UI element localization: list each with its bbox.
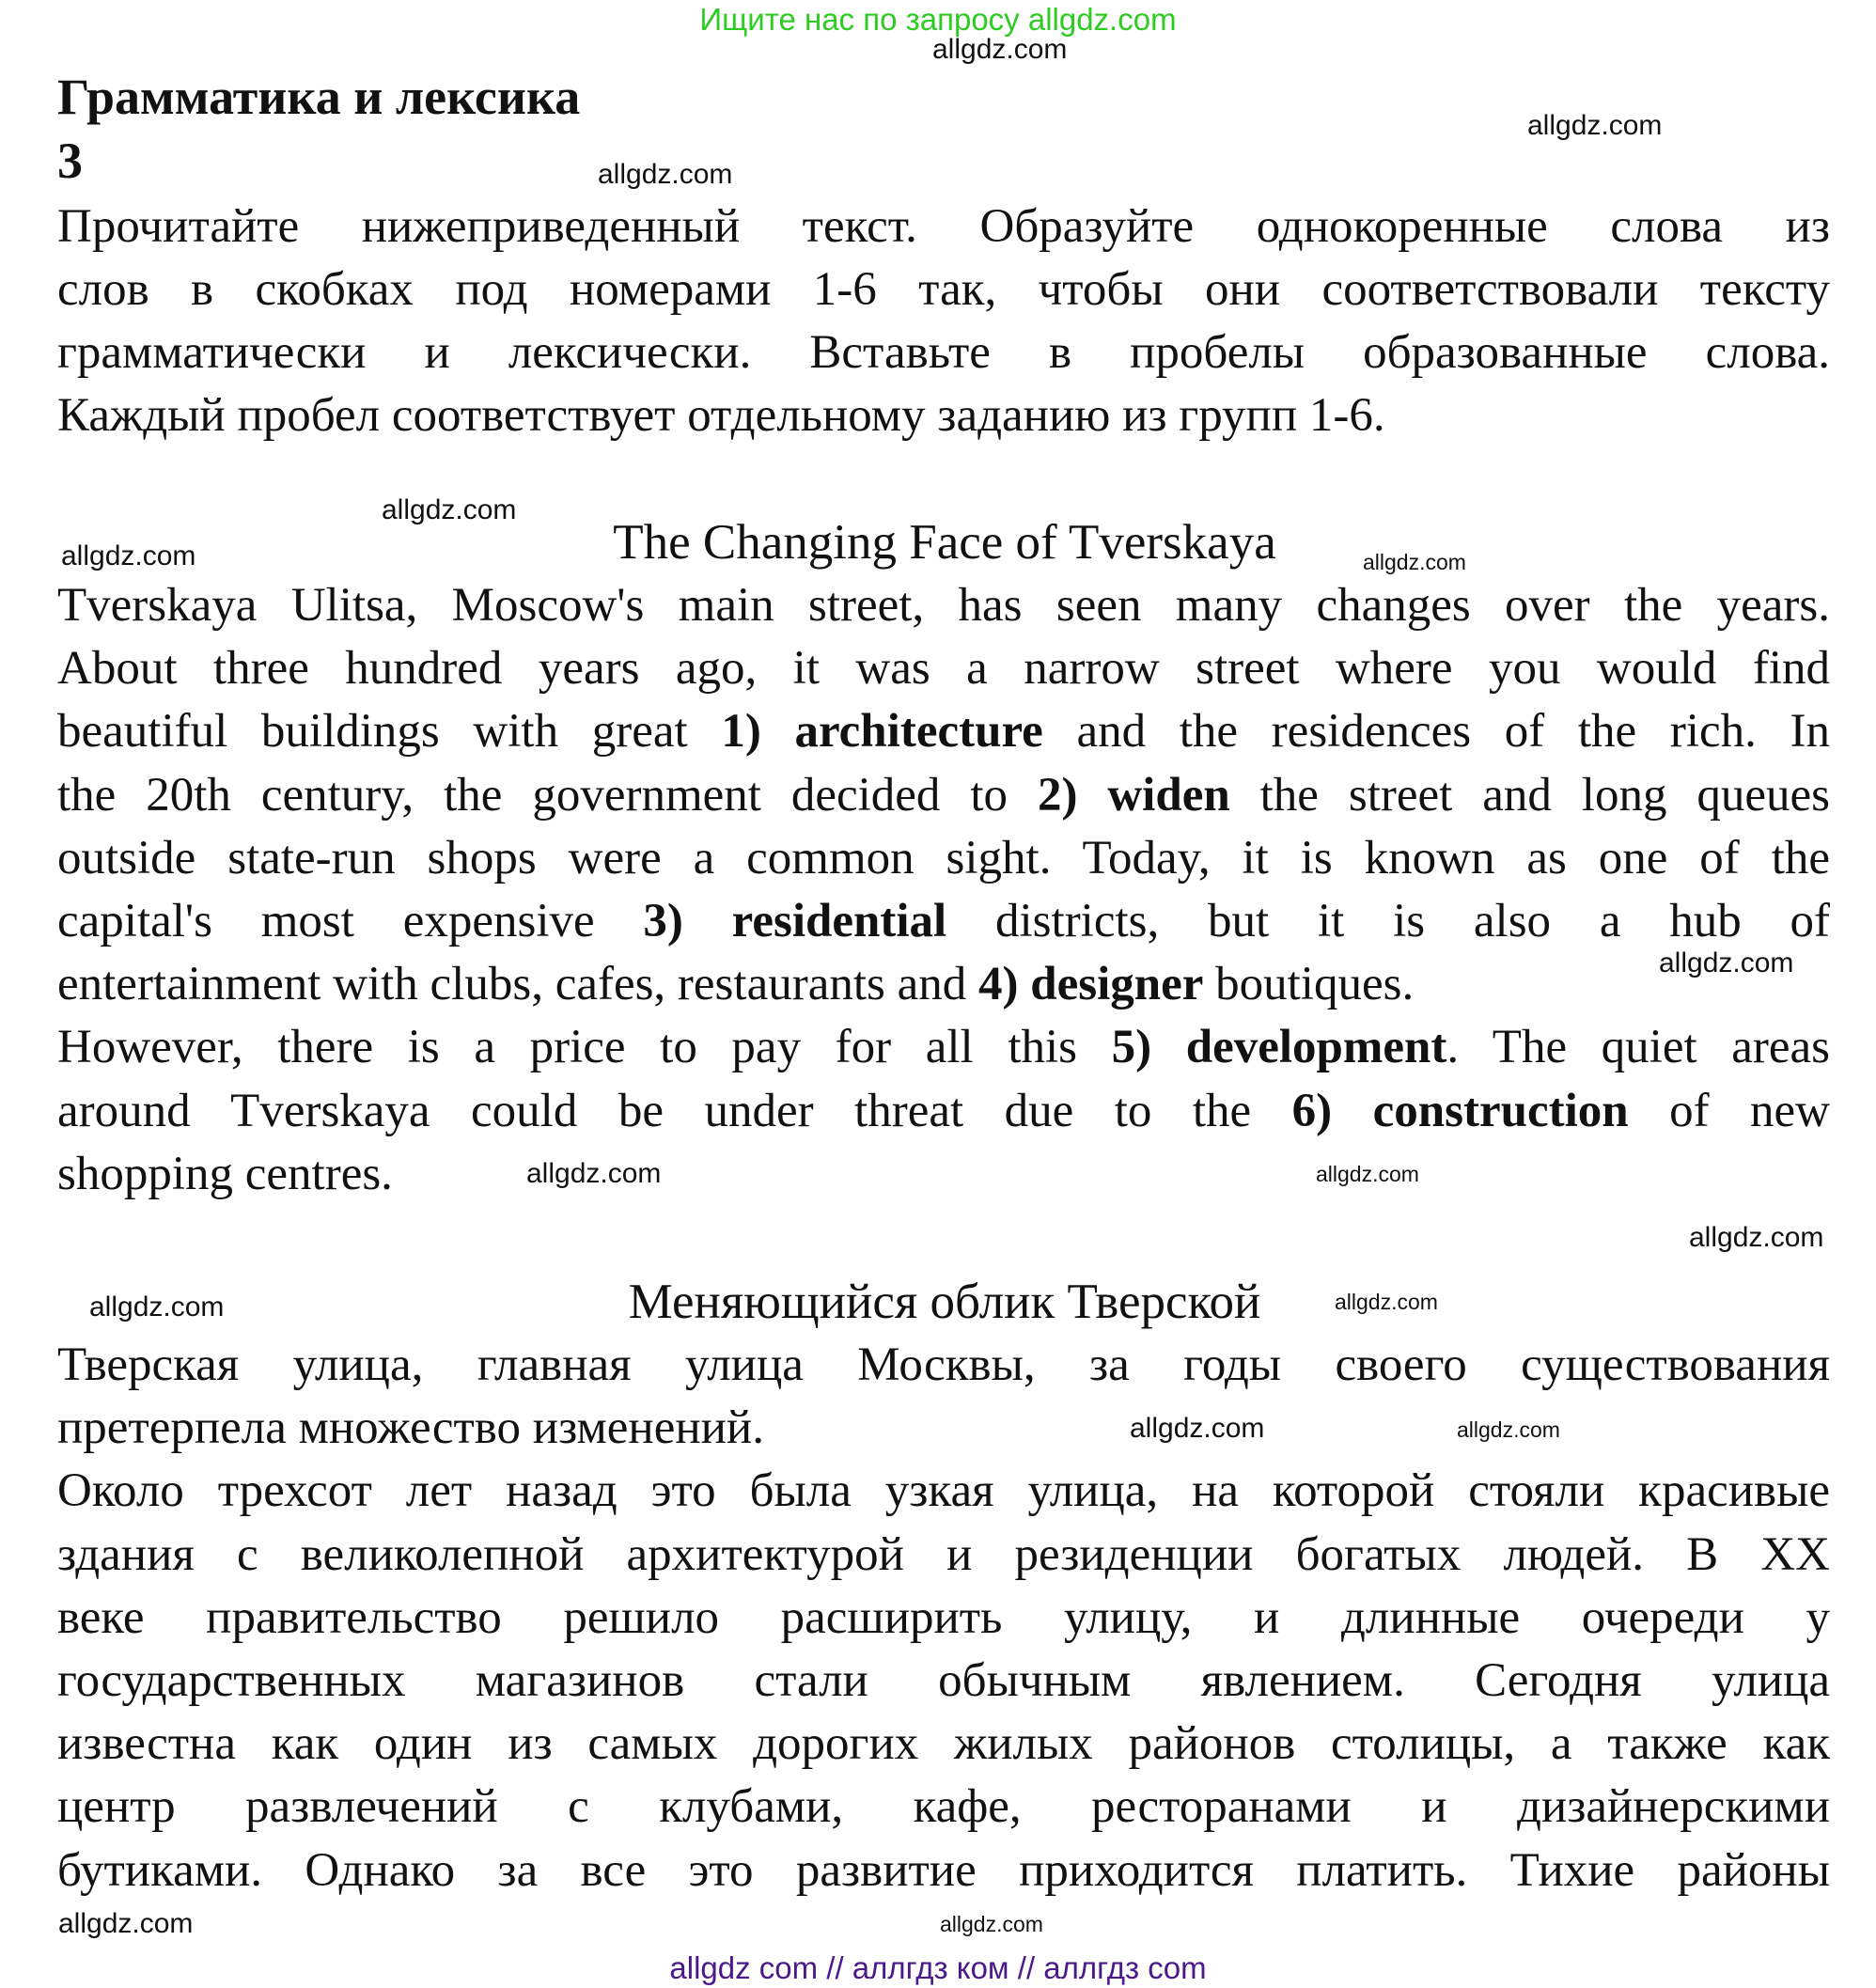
watermark: allgdz.com [526, 1158, 662, 1189]
watermark: allgdz.com [58, 1908, 194, 1939]
paragraph-text: известна как один из самых дорогих жилых районов столицы, а также как [57, 1717, 1830, 1771]
paragraph-text: boutiques. [1203, 958, 1415, 1011]
text-line [57, 700, 1830, 763]
watermark: allgdz.com [598, 159, 733, 190]
text-line [57, 764, 1830, 827]
text-line [57, 384, 1385, 447]
instruction-text: Каждый пробел соответствует отдельному заданию из групп 1-6. [57, 389, 1385, 442]
watermark: allgdz.com [1659, 947, 1794, 978]
paragraph-text: and the residences of the rich. In [1042, 705, 1831, 759]
text-line [57, 1650, 1830, 1713]
watermark: allgdz.com [61, 540, 196, 571]
paragraph-text: shopping centres. [57, 1147, 393, 1200]
text-line [57, 1713, 1830, 1776]
paragraph-text: About three hundred years ago, it was a narrow street where you would find [57, 642, 1830, 696]
watermark: allgdz.com [1527, 110, 1663, 141]
paragraph-text: of new [1628, 1084, 1831, 1137]
paragraph-text: веке правительство решило расширить улицу, и длинные очереди у [57, 1590, 1830, 1644]
text-line [57, 574, 1830, 637]
answer-word: 2) widen [1037, 768, 1230, 822]
text-line [57, 1080, 1830, 1143]
text-line [57, 1587, 1830, 1650]
paragraph-text: претерпела множество изменений. [57, 1401, 764, 1455]
paragraph-text: центр развлечений с клубами, кафе, ресторанами и дизайнерскими [57, 1780, 1830, 1834]
task-number: 3 [57, 133, 83, 189]
paragraph-text: Tverskaya Ulitsa, Moscow's main street, has seen many changes over the years. [57, 579, 1830, 632]
text-line [57, 1524, 1830, 1587]
text-line [57, 1334, 1830, 1397]
bottom-banner: allgdz com // аллгдз ком // аллгдз com [669, 1950, 1207, 1985]
text-line [57, 637, 1830, 700]
answer-word: 4) designer [977, 958, 1204, 1011]
watermark: allgdz.com [932, 34, 1068, 65]
paragraph-text: бутиками. Однако за все это развитие приходится платить. Тихие районы [57, 1843, 1830, 1897]
text-line [57, 1776, 1830, 1839]
answer-word: 1) architecture [721, 705, 1043, 759]
paragraph-text: around Tverskaya could be under threat due to the [57, 1084, 1292, 1137]
paragraph-text: entertainment with clubs, cafes, restaurants and [57, 958, 978, 1011]
paragraph-text: Тверская улица, главная улица Москвы, за годы своего существования [57, 1338, 1830, 1391]
paragraph-text: государственных магазинов стали обычным явлением. Сегодня улица [57, 1654, 1830, 1707]
text-line [57, 1143, 393, 1206]
answer-word: 3) residential [643, 895, 947, 947]
text-line [57, 1397, 764, 1460]
text-line [57, 1839, 1830, 1902]
watermark: allgdz.com [1457, 1417, 1560, 1442]
text-line [57, 827, 1830, 890]
text-line [57, 1460, 1830, 1523]
text-line [57, 258, 1830, 321]
paragraph-text: . The quiet areas [1446, 1021, 1831, 1074]
watermark: allgdz.com [1335, 1290, 1438, 1314]
english-title: The Changing Face of Tverskaya [613, 515, 1276, 570]
instruction-text: грамматически и лексически. Вставьте в пробелы образованные слова. [57, 326, 1830, 379]
paragraph-text: outside state-run shops were a common sight. Today, it is known as one of the [57, 831, 1830, 884]
paragraph-text: the 20th century, the government decided to [57, 768, 1038, 822]
russian-title: Меняющийся облик Тверской [628, 1275, 1261, 1329]
text-line [57, 1016, 1830, 1079]
answer-word: 5) development [1111, 1021, 1447, 1074]
paragraph-text: Около трехсот лет назад это была узкая улица, на которой стояли красивые [57, 1464, 1830, 1518]
paragraph-text: здания с великолепной архитектурой и резиденции богатых людей. В XX [57, 1527, 1830, 1581]
text-line [57, 953, 1414, 1016]
section-heading: Грамматика и лексика [57, 69, 581, 125]
paragraph-text: districts, but it is also a hub of [946, 895, 1830, 947]
watermark: allgdz.com [1689, 1222, 1824, 1253]
text-line [57, 321, 1830, 384]
paragraph-text: the street and long queues [1229, 768, 1830, 822]
watermark: allgdz.com [1316, 1162, 1419, 1186]
paragraph-text: beautiful buildings with great [57, 705, 722, 759]
instruction-text: Прочитайте нижеприведенный текст. Образуйте однокоренные слова из [57, 200, 1830, 253]
watermark: allgdz.com [1363, 550, 1466, 574]
watermark: allgdz.com [940, 1912, 1043, 1936]
instruction-text: слов в скобках под номерами 1-6 так, чтобы они соответствовали тексту [57, 263, 1830, 316]
text-line [57, 890, 1830, 953]
watermark: allgdz.com [382, 494, 517, 525]
paragraph-text: However, there is a price to pay for all this [57, 1021, 1112, 1074]
answer-word: 6) construction [1291, 1084, 1629, 1137]
paragraph-text: capital's most expensive [57, 895, 644, 947]
top-banner: Ищите нас по запросу allgdz.com [699, 2, 1177, 37]
text-line [57, 196, 1830, 258]
watermark: allgdz.com [1130, 1413, 1265, 1444]
watermark: allgdz.com [89, 1291, 225, 1323]
